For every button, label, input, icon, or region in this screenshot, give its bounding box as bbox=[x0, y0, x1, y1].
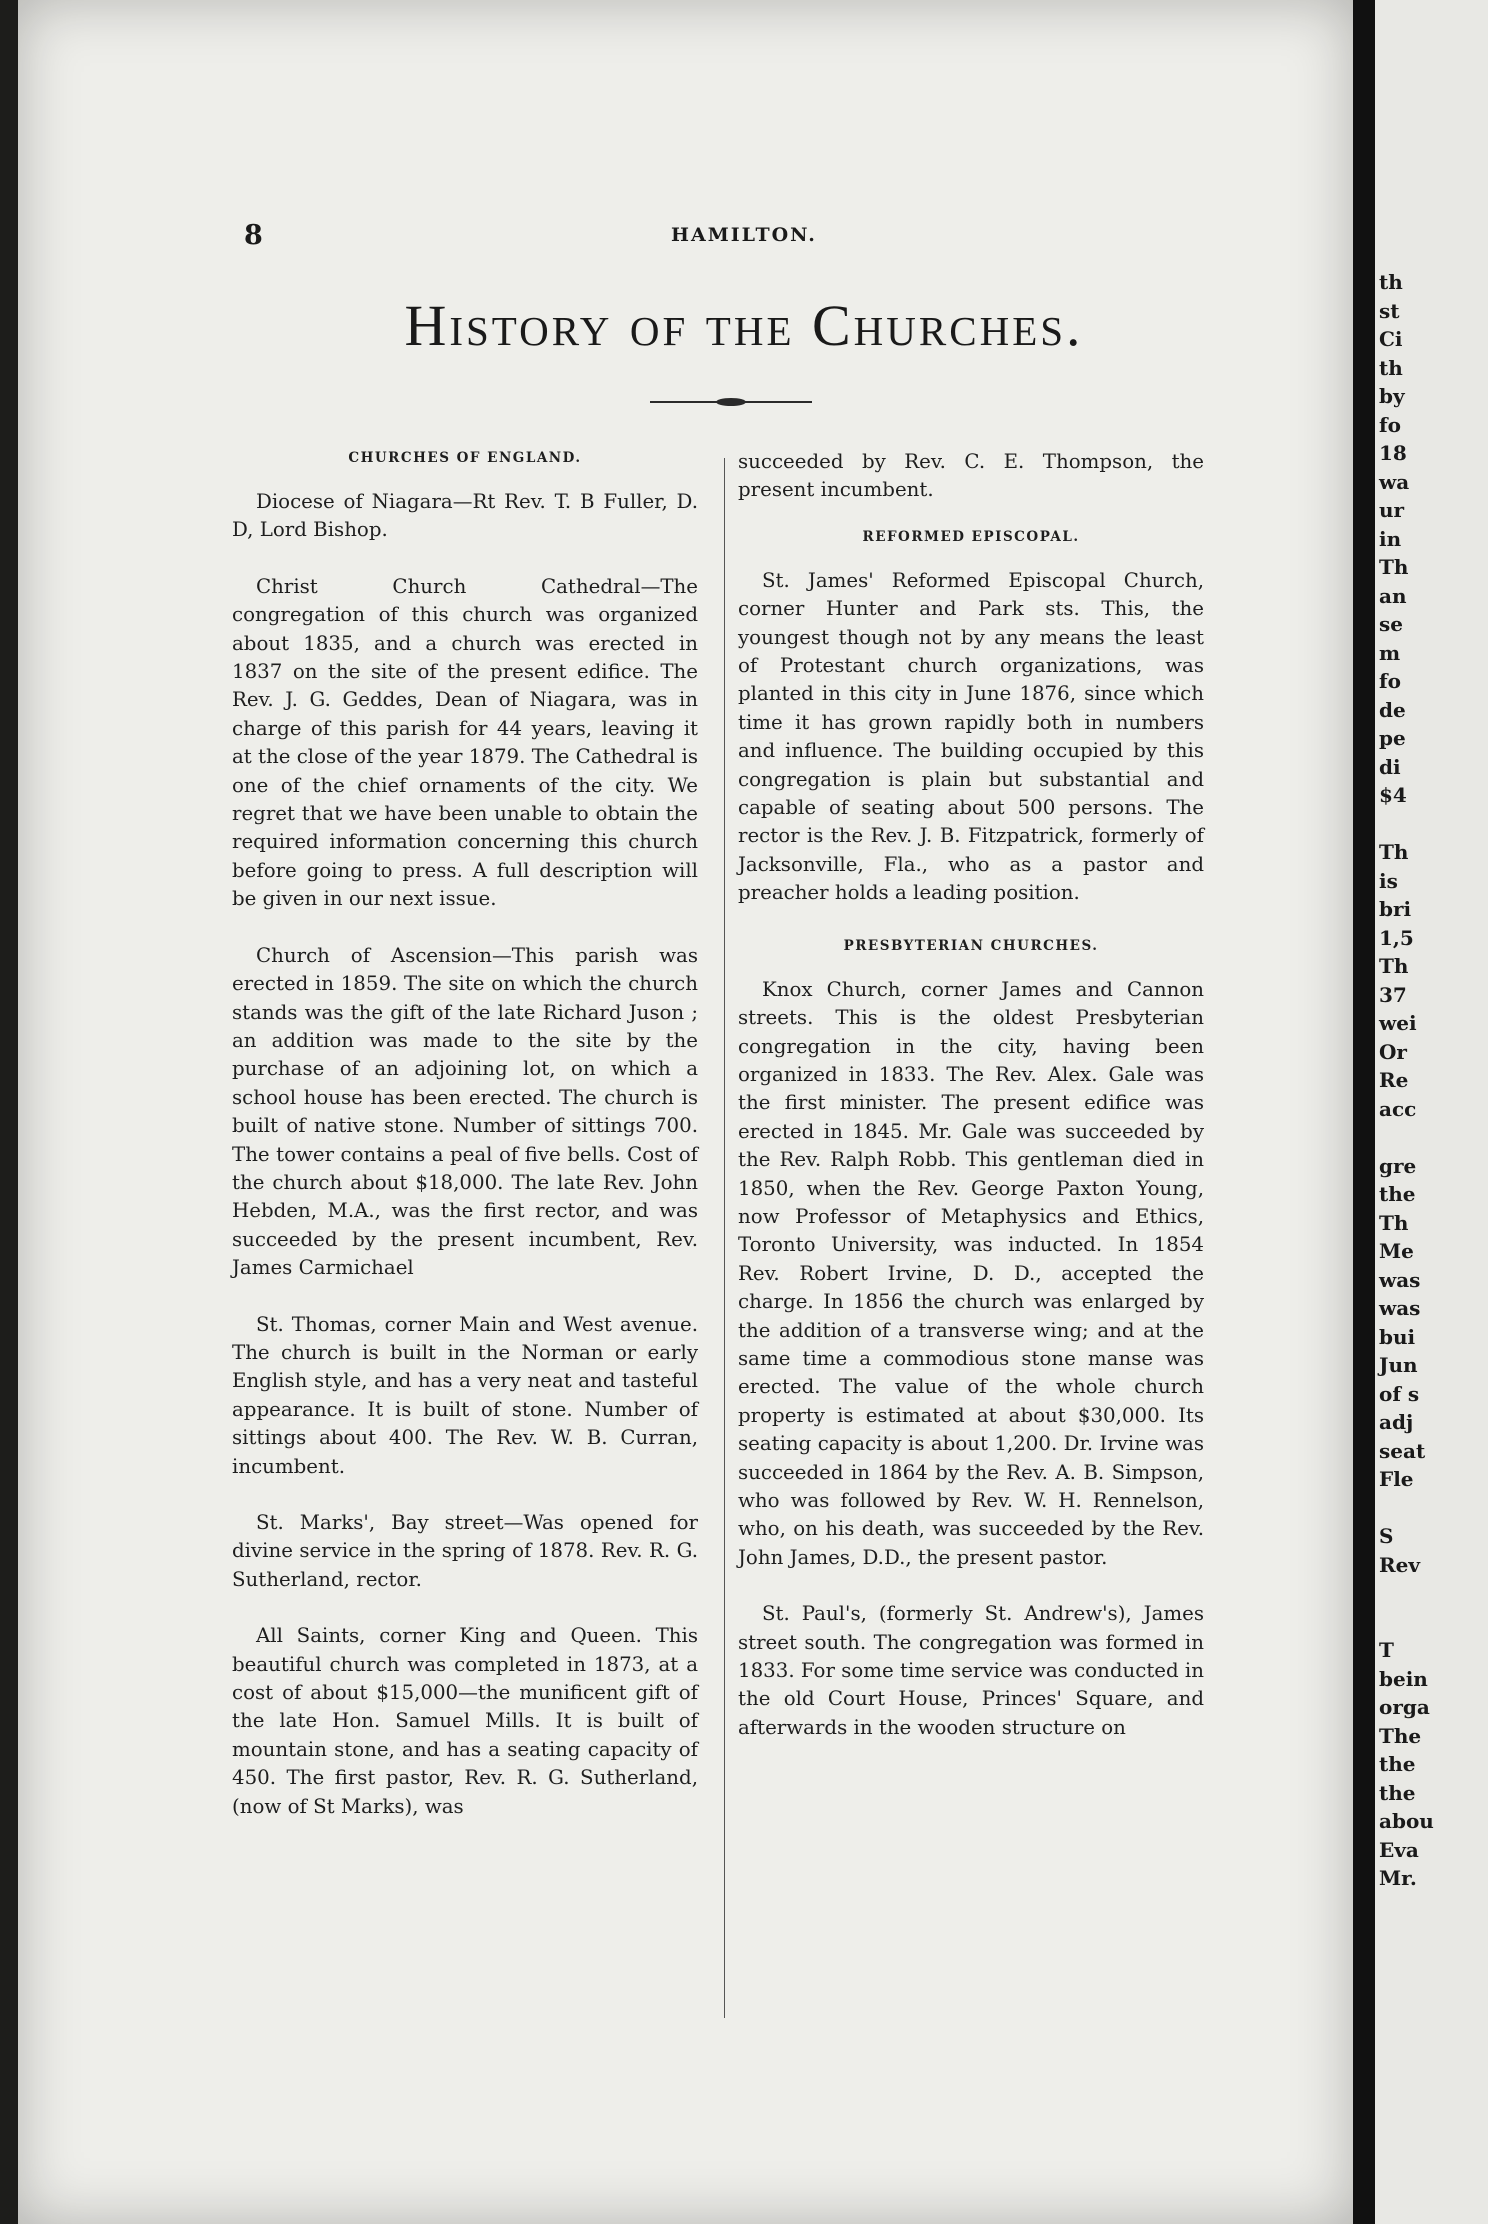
adjacent-page-text: was bbox=[1379, 1267, 1421, 1292]
paragraph-st-james: St. James' Reformed Episcopal Church, corner Hunter and Park sts. This, the youngest though not by any means the least of Protestant church organizations, was planted in this city in June 1876, since which time it has grown rapidly both in numbers and influence. The building occupied by this congregation is plain but substantial and capable of seating about 500 persons. The rector is the Rev. J. B. Fitzpatrick, formerly of Jacksonville, Fla., who as a pastor and preacher holds a leading position. bbox=[738, 568, 1204, 905]
adjacent-page-text: orga bbox=[1379, 1695, 1430, 1719]
adjacent-page-text: bein bbox=[1379, 1666, 1428, 1691]
page-number: 8 bbox=[244, 220, 263, 251]
adjacent-page-text: was bbox=[1379, 1296, 1421, 1320]
adjacent-page-text: $4 bbox=[1379, 783, 1407, 807]
adjacent-page-text: 37 bbox=[1379, 982, 1407, 1007]
paragraph-diocese: Diocese of Niagara—Rt Rev. T. B Fuller, D. D, Lord Bishop. bbox=[232, 490, 698, 542]
adjacent-page-text: th bbox=[1379, 355, 1403, 380]
adjacent-page-text: Th bbox=[1379, 954, 1409, 978]
adjacent-page-text: fo bbox=[1379, 669, 1401, 693]
right-column bbox=[738, 448, 1204, 1770]
adjacent-page-text: di bbox=[1379, 754, 1401, 779]
adjacent-page-text: an bbox=[1379, 583, 1407, 608]
paragraph-st-thomas: St. Thomas, corner Main and West avenue. The church is built in the Norman or early English style, and has a very neat and tasteful appearance. It is built of stone. Number of sittings about 400. The Rev. W. B. Curran, incumbent. bbox=[232, 1312, 698, 1478]
adjacent-page-text: 18 bbox=[1379, 441, 1407, 465]
title-ornament bbox=[650, 401, 812, 403]
adjacent-page-text: T bbox=[1379, 1638, 1394, 1662]
adjacent-page-text: bui bbox=[1379, 1324, 1416, 1349]
paragraph-all-saints: All Saints, corner King and Queen. This beautiful church was completed in 1873, at a cost of about $15,000—the munificent gift of the late Hon. Samuel Mills. It is built of mountain stone, and has a seating capacity of 450. The first pastor, Rev. R. G. Sutherland, (now of St Marks), was bbox=[232, 1624, 698, 1818]
adjacent-page-text: th bbox=[1379, 270, 1403, 294]
section-heading-presbyterian: PRESBYTERIAN CHURCHES. bbox=[843, 937, 1099, 954]
adjacent-page-text: st bbox=[1379, 298, 1400, 323]
adjacent-page-text: is bbox=[1379, 868, 1398, 893]
left-column bbox=[232, 448, 698, 1849]
adjacent-page-text: Th bbox=[1379, 840, 1409, 864]
paragraph-st-marks: St. Marks', Bay street—Was opened for divine service in the spring of 1878. Rev. R. G. Sutherland, rector. bbox=[232, 1511, 698, 1591]
adjacent-page-text: Or bbox=[1379, 1039, 1407, 1064]
adjacent-page-text: Eva bbox=[1379, 1837, 1419, 1862]
column-rule bbox=[724, 458, 725, 2018]
adjacent-page-text: S bbox=[1379, 1524, 1394, 1548]
running-head: HAMILTON. bbox=[671, 224, 817, 246]
page-title: History of the Churches. bbox=[404, 293, 1084, 358]
adjacent-page-text: the bbox=[1379, 1780, 1416, 1805]
adjacent-page-text: by bbox=[1379, 384, 1405, 408]
adjacent-page-text: wa bbox=[1379, 469, 1410, 494]
adjacent-page-text: Th bbox=[1379, 555, 1409, 579]
adjacent-page-text: the bbox=[1379, 1752, 1416, 1776]
adjacent-page-text: seat bbox=[1379, 1438, 1426, 1463]
adjacent-page-text: pe bbox=[1379, 726, 1406, 750]
adjacent-page-text: Re bbox=[1379, 1068, 1409, 1092]
adjacent-page-text: the bbox=[1379, 1182, 1416, 1206]
adjacent-page-text: Mr. bbox=[1379, 1866, 1417, 1890]
adjacent-page-text: of s bbox=[1379, 1381, 1420, 1406]
adjacent-page-text: gre bbox=[1379, 1153, 1417, 1178]
adjacent-page-text: se bbox=[1379, 612, 1403, 636]
section-heading-reformed-episcopal: REFORMED EPISCOPAL. bbox=[862, 528, 1080, 545]
adjacent-page-text: Jun bbox=[1379, 1353, 1418, 1377]
paragraph-all-saints-continued: succeeded by Rev. C. E. Thompson, the present incumbent. bbox=[738, 450, 1204, 502]
paragraph-christ-church: Christ Church Cathedral—The congregation of this church was organized about 1835, and a church was erected in 1837 on the site of the present edifice. The Rev. J. G. Geddes, Dean of Niagara, was in charge of this parish for 44 years, leaving it at the close of the year 1879. The Cathedral is one of the chief ornaments of the city. We regret that we have been unable to obtain the required information concerning this church before going to press. A full description will be given in our next issue. bbox=[232, 574, 698, 911]
adjacent-page-text: in bbox=[1379, 526, 1402, 551]
adjacent-page-text: de bbox=[1379, 697, 1406, 722]
section-heading-church-of-england: CHURCHES OF ENGLAND. bbox=[348, 450, 582, 466]
paragraph-st-pauls: St. Paul's, (formerly St. Andrew's), James street south. The congregation was formed in 1833. For some time service was conducted in the old Court House, Princes' Square, and afterwards in the wooden structure on bbox=[738, 1602, 1204, 1739]
adjacent-page-text: 1,5 bbox=[1379, 925, 1414, 950]
adjacent-page-text: Fle bbox=[1379, 1467, 1414, 1491]
adjacent-page-text: wei bbox=[1379, 1011, 1417, 1035]
adjacent-page-text: Ci bbox=[1379, 327, 1403, 351]
adjacent-page-text: acc bbox=[1379, 1096, 1417, 1121]
adjacent-page-text: Me bbox=[1379, 1239, 1414, 1263]
adjacent-page-text: adj bbox=[1379, 1410, 1414, 1434]
adjacent-page-text: fo bbox=[1379, 412, 1401, 437]
adjacent-page-text: The bbox=[1379, 1723, 1422, 1748]
adjacent-page-text: Rev bbox=[1379, 1552, 1420, 1577]
paragraph-knox-church: Knox Church, corner James and Cannon streets. This is the oldest Presbyterian congregation in the city, having been organized in 1833. The Rev. Alex. Gale was the first minister. The present edifice was erected in 1845. Mr. Gale was succeeded by the Rev. Ralph Robb. This gentleman died in 1850, when the Rev. George Paxton Young, now Professor of Metaphysics and Ethics, Toronto University, was inducted. In 1854 Rev. Robert Irvine, D. D., accepted the charge. In 1856 the church was enlarged by the addition of a transverse wing; and at the same time a commodious stone manse was erected. The value of the whole church property is estimated at about $30,000. Its seating capacity is about 1,200. Dr. Irvine was succeeded in 1864 by the Rev. A. B. Simpson, who was followed by Rev. W. H. Rennelson, who, on his death, was succeeded by the Rev. John James, D.D., the present pastor. bbox=[738, 977, 1204, 1569]
paragraph-church-of-ascension: Church of Ascension—This parish was erected in 1859. The site on which the church stands was the gift of the late Richard Juson ; an addition was made to the site by the purchase of an adjoining lot, on which a school house has been erected. The church is built of native stone. Number of sittings 700. The tower contains a peal of five bells. Cost of the church about $18,000. The late Rev. John Hebden, M.A., was the first rector, and was succeeded by the present incumbent, Rev. James Carmichael bbox=[232, 943, 698, 1280]
adjacent-page-text: abou bbox=[1379, 1809, 1434, 1833]
adjacent-page-text: Th bbox=[1379, 1210, 1409, 1235]
adjacent-page-text: ur bbox=[1379, 498, 1405, 522]
adjacent-page-text: bri bbox=[1379, 897, 1412, 921]
adjacent-page-text: m bbox=[1379, 640, 1401, 665]
